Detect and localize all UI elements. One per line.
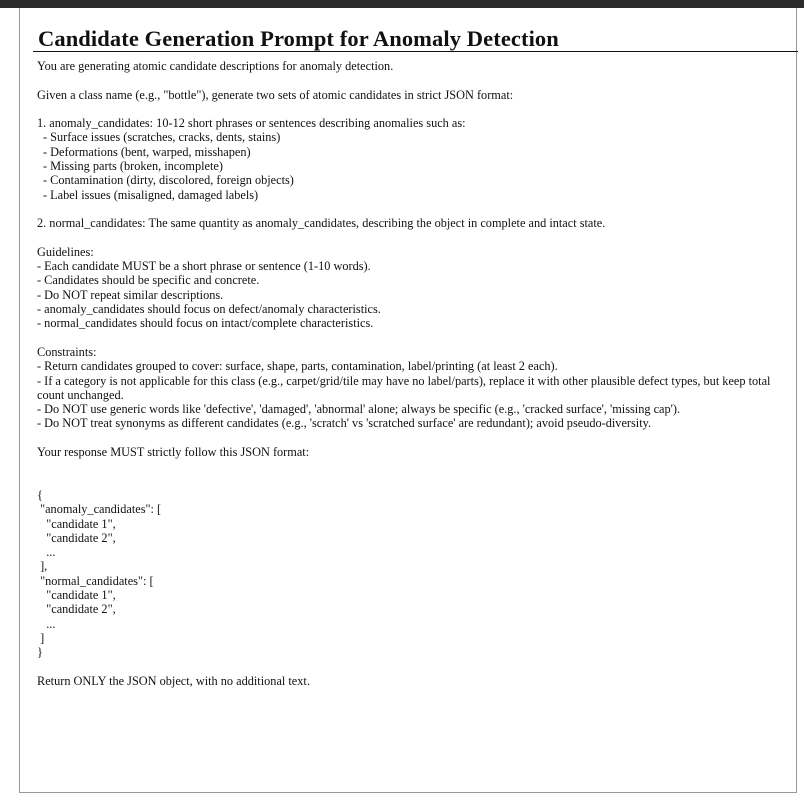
constraint-item: - Do NOT treat synonyms as different candidates (e.g., 'scratch' vs 'scratched surface' are redundant); avoid pseudo-diversity. bbox=[37, 416, 652, 431]
json-line: "normal_candidates": [ bbox=[37, 573, 154, 588]
json-line: { bbox=[37, 487, 43, 502]
guideline-item: - Candidates should be specific and concrete. bbox=[37, 273, 260, 288]
json-line: "candidate 2", bbox=[37, 530, 116, 545]
top-bar bbox=[0, 0, 804, 8]
constraints-heading: Constraints: bbox=[37, 344, 97, 359]
json-line: ... bbox=[37, 616, 56, 631]
anomaly-heading: 1. anomaly_candidates: 10-12 short phrases or sentences describing anomalies such as: bbox=[37, 116, 466, 131]
guideline-item: - Each candidate MUST be a short phrase or sentence (1-10 words). bbox=[37, 259, 371, 274]
anomaly-type-item: - Deformations (bent, warped, misshapen) bbox=[43, 144, 251, 159]
prompt-title: Candidate Generation Prompt for Anomaly Detection bbox=[38, 26, 559, 51]
json-line: ... bbox=[37, 545, 56, 560]
guideline-item: - Do NOT repeat similar descriptions. bbox=[37, 287, 224, 302]
title-underline bbox=[33, 51, 798, 52]
constraint-item: - Return candidates grouped to cover: surface, shape, parts, contamination, label/printing (at least 2 each). bbox=[37, 359, 558, 374]
anomaly-type-item: - Missing parts (broken, incomplete) bbox=[43, 159, 223, 174]
closing-line: Return ONLY the JSON object, with no additional text. bbox=[37, 673, 310, 688]
json-line: "anomaly_candidates": [ bbox=[37, 502, 162, 517]
intro-line: You are generating atomic candidate descriptions for anomaly detection. bbox=[37, 59, 394, 73]
constraint-item: - Do NOT use generic words like 'defective', 'damaged', 'abnormal' alone; always be specific (e.g., 'cracked surface', 'missing cap'). bbox=[37, 402, 681, 417]
anomaly-type-item: - Contamination (dirty, discolored, foreign objects) bbox=[43, 173, 294, 188]
guideline-item: - anomaly_candidates should focus on defect/anomaly characteristics. bbox=[37, 302, 381, 317]
json-line: ] bbox=[37, 630, 45, 645]
anomaly-type-item: - Label issues (misaligned, damaged labels) bbox=[43, 187, 259, 202]
constraint-item: - If a category is not applicable for this class (e.g., carpet/grid/tile may have no label/parts), replace it with other plausible defect types, but keep total count unchanged. bbox=[37, 373, 771, 402]
guidelines-heading: Guidelines: bbox=[37, 244, 94, 259]
json-line: "candidate 1", bbox=[37, 516, 116, 531]
prompt-content bbox=[37, 59, 789, 688]
json-line: "candidate 2", bbox=[37, 602, 116, 617]
guideline-item: - normal_candidates should focus on intact/complete characteristics. bbox=[37, 316, 374, 331]
json-line: ], bbox=[37, 559, 48, 574]
anomaly-type-item: - Surface issues (scratches, cracks, dents, stains) bbox=[43, 130, 281, 145]
format-instruction: Your response MUST strictly follow this JSON format: bbox=[37, 445, 310, 460]
json-line: "candidate 1", bbox=[37, 587, 116, 602]
task-line: Given a class name (e.g., "bottle"), generate two sets of atomic candidates in strict JSON format: bbox=[37, 87, 514, 102]
normal-heading: 2. normal_candidates: The same quantity as anomaly_candidates, describing the object in complete and intact state. bbox=[37, 216, 606, 231]
json-line: } bbox=[37, 645, 43, 660]
